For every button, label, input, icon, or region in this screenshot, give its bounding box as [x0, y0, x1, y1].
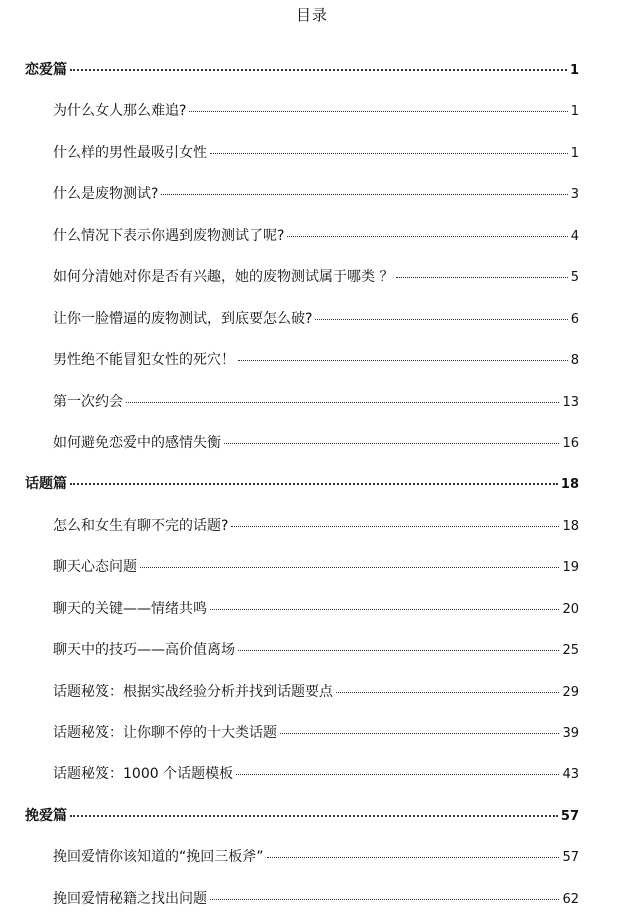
- dot-leader: [267, 856, 560, 858]
- dot-leader: [140, 566, 559, 568]
- dot-leader: [126, 401, 559, 403]
- toc-page-number: 13: [562, 394, 579, 410]
- dot-leader: [224, 442, 559, 444]
- toc-page-number: 1: [569, 63, 579, 78]
- toc-entry-title: 恋爱篇: [25, 62, 67, 78]
- dot-leader: [70, 814, 558, 817]
- toc-entry-title: 什么情况下表示你遇到废物测试了呢?: [53, 227, 285, 244]
- toc-section-row[interactable]: [0, 630, 624, 671]
- toc-page-number: 3: [570, 187, 579, 203]
- toc-page-number: 19: [562, 560, 579, 576]
- dot-leader: [210, 898, 559, 900]
- toc-section-row[interactable]: [0, 91, 624, 132]
- toc-entry-title: 为什么女人那么难追?: [53, 103, 187, 120]
- toc-page-number: 1: [570, 145, 579, 161]
- dot-leader: [161, 193, 567, 195]
- toc-chapter-row[interactable]: [0, 50, 624, 91]
- toc-section-row[interactable]: [0, 589, 624, 630]
- toc-entry-title: 男性绝不能冒犯女性的死穴！: [53, 352, 235, 369]
- toc-page-number: 16: [562, 435, 579, 451]
- toc-section-row[interactable]: [0, 713, 624, 754]
- dot-leader: [280, 732, 559, 734]
- toc-section-row[interactable]: [0, 382, 624, 423]
- dot-leader: [236, 773, 559, 775]
- toc-entry-title: 话题秘笈：根据实战经验分析并找到话题要点: [53, 683, 333, 700]
- toc-entry-title: 聊天的关键——情绪共鸣: [53, 600, 207, 617]
- dot-leader: [210, 152, 568, 154]
- dot-leader: [231, 525, 559, 527]
- toc-section-row[interactable]: [0, 174, 624, 215]
- toc-entry-title: 让你一脸懵逼的废物测试，到底要怎么破?: [53, 310, 313, 327]
- dot-leader: [70, 482, 558, 485]
- toc-section-row[interactable]: [0, 216, 624, 257]
- toc-entry-title: 挽回爱情秘籍之找出问题: [53, 890, 207, 907]
- toc-page-number: 4: [570, 228, 579, 244]
- toc-page-number: 57: [560, 808, 579, 824]
- dot-leader: [287, 235, 567, 237]
- toc-page-number: 43: [562, 767, 579, 783]
- dot-leader: [70, 68, 567, 71]
- toc-section-row[interactable]: [0, 423, 624, 464]
- toc-chapter-row[interactable]: [0, 796, 624, 837]
- page-title: 目录: [295, 6, 328, 24]
- dot-leader: [396, 276, 567, 278]
- toc-entry-title: 什么样的男性最吸引女性: [53, 144, 207, 161]
- dot-leader: [210, 608, 559, 610]
- toc-page-number: 29: [562, 684, 579, 700]
- toc-section-row[interactable]: [0, 257, 624, 298]
- toc-page-number: 57: [562, 850, 579, 866]
- toc-entry-title: 第一次约会: [53, 393, 123, 410]
- toc-entry-title: 如何分清她对你是否有兴趣，她的废物测试属于哪类 ？: [53, 269, 394, 286]
- dot-leader: [336, 691, 559, 693]
- toc-entry-title: 挽爱篇: [25, 807, 67, 824]
- toc-section-row[interactable]: [0, 506, 624, 547]
- toc-entry-title: 聊天心态问题: [53, 559, 137, 576]
- toc-page-number: 25: [562, 643, 579, 659]
- toc-page-number: 62: [562, 891, 579, 907]
- toc-section-row[interactable]: [0, 547, 624, 588]
- toc-section-row[interactable]: [0, 133, 624, 174]
- toc-entry-title: 话题秘笈：让你聊不停的十大类话题: [53, 725, 277, 741]
- toc-section-row[interactable]: [0, 879, 624, 920]
- dot-leader: [189, 110, 567, 112]
- dot-leader: [315, 318, 567, 320]
- table-of-contents: [0, 50, 624, 920]
- toc-entry-title: 话题篇: [25, 476, 67, 493]
- toc-entry-title: 话题秘笈：1000 个话题模板: [53, 766, 234, 783]
- toc-entry-title: 挽回爱情你该知道的“挽回三板斧”: [53, 849, 264, 866]
- dot-leader: [238, 359, 568, 361]
- toc-section-row[interactable]: [0, 340, 624, 381]
- toc-page-number: 5: [570, 270, 579, 286]
- toc-page-number: 18: [562, 518, 579, 534]
- toc-section-row[interactable]: [0, 672, 624, 713]
- toc-entry-title: 聊天中的技巧——高价值离场: [53, 642, 235, 659]
- toc-section-row[interactable]: [0, 837, 624, 878]
- toc-entry-title: 怎么和女生有聊不完的话题?: [53, 517, 229, 534]
- dot-leader: [238, 649, 559, 651]
- toc-section-row[interactable]: [0, 754, 624, 795]
- toc-page-number: 18: [560, 477, 579, 493]
- toc-page-number: 1: [570, 104, 579, 120]
- toc-page-number: 6: [570, 311, 579, 327]
- toc-page-number: 20: [562, 601, 579, 617]
- toc-entry-title: 如何避免恋爱中的感情失衡: [53, 434, 221, 451]
- toc-page-number: 8: [570, 353, 579, 369]
- toc-chapter-row[interactable]: [0, 464, 624, 505]
- toc-entry-title: 什么是废物测试?: [53, 186, 159, 203]
- toc-section-row[interactable]: [0, 299, 624, 340]
- toc-page-number: 39: [562, 726, 579, 741]
